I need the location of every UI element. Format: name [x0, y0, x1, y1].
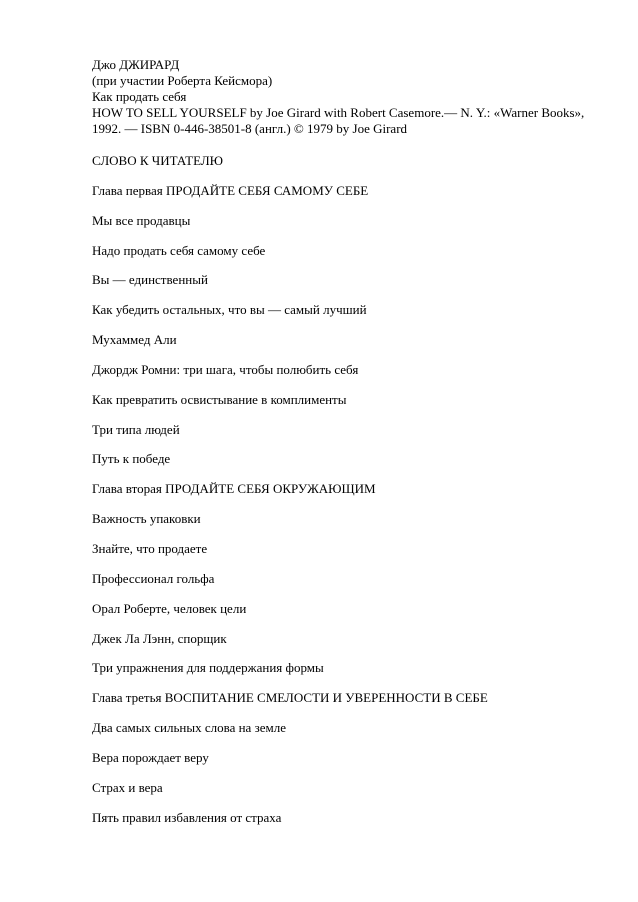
toc-item: Вера порождает веру — [92, 749, 209, 765]
coauthor-line: (при участии Роберта Кейсмора) — [92, 73, 273, 88]
toc-item: Знайте, что продаете — [92, 540, 208, 556]
toc-item: Мы все продавцы — [92, 212, 191, 228]
toc-item: Глава вторая ПРОДАЙТЕ СЕБЯ ОКРУЖАЮЩИМ — [92, 481, 376, 497]
document-page — [92, 57, 612, 839]
table-of-contents — [92, 153, 612, 826]
toc-item: Три типа людей — [92, 421, 180, 437]
toc-item: Надо продать себя самому себе — [92, 242, 266, 258]
original-edition-line: HOW TO SELL YOURSELF by Joe Girard with Robert Casemore.— N. Y.: «Warner Books», — [92, 105, 585, 120]
author-line: Джо ДЖИРАРД — [92, 57, 180, 72]
toc-item: Два самых сильных слова на земле — [92, 720, 286, 736]
toc-item: Глава первая ПРОДАЙТЕ СЕБЯ САМОМУ СЕБЕ — [92, 182, 369, 198]
toc-item: Пять правил избавления от страха — [92, 809, 282, 825]
toc-item: Профессионал гольфа — [92, 570, 215, 586]
toc-item: Вы — единственный — [92, 272, 208, 288]
toc-item: Три упражнения для поддержания формы — [92, 660, 324, 676]
toc-item: Джордж Ромни: три шага, чтобы полюбить себя — [92, 361, 359, 377]
toc-item: Мухаммед Али — [92, 332, 177, 348]
toc-item: Путь к победе — [92, 451, 171, 467]
toc-item: Глава третья ВОСПИТАНИЕ СМЕЛОСТИ И УВЕРЕННОСТИ В СЕБЕ — [92, 690, 488, 706]
toc-item: Как превратить освистывание в комплименты — [92, 391, 347, 407]
toc-item: СЛОВО К ЧИТАТЕЛЮ — [92, 153, 224, 168]
toc-item: Джек Ла Лэнн, спорщик — [92, 630, 227, 646]
isbn-line: 1992. — ISBN 0-446-38501-8 (англ.) © 1979 by Joe Girard — [92, 121, 408, 136]
toc-item: Орал Роберте, человек цели — [92, 600, 247, 616]
book-title-line: Как продать себя — [92, 89, 187, 104]
toc-item: Важность упаковки — [92, 511, 201, 527]
toc-item: Страх и вера — [92, 779, 163, 795]
book-header — [92, 57, 612, 137]
toc-item: Как убедить остальных, что вы — самый лучший — [92, 302, 367, 318]
